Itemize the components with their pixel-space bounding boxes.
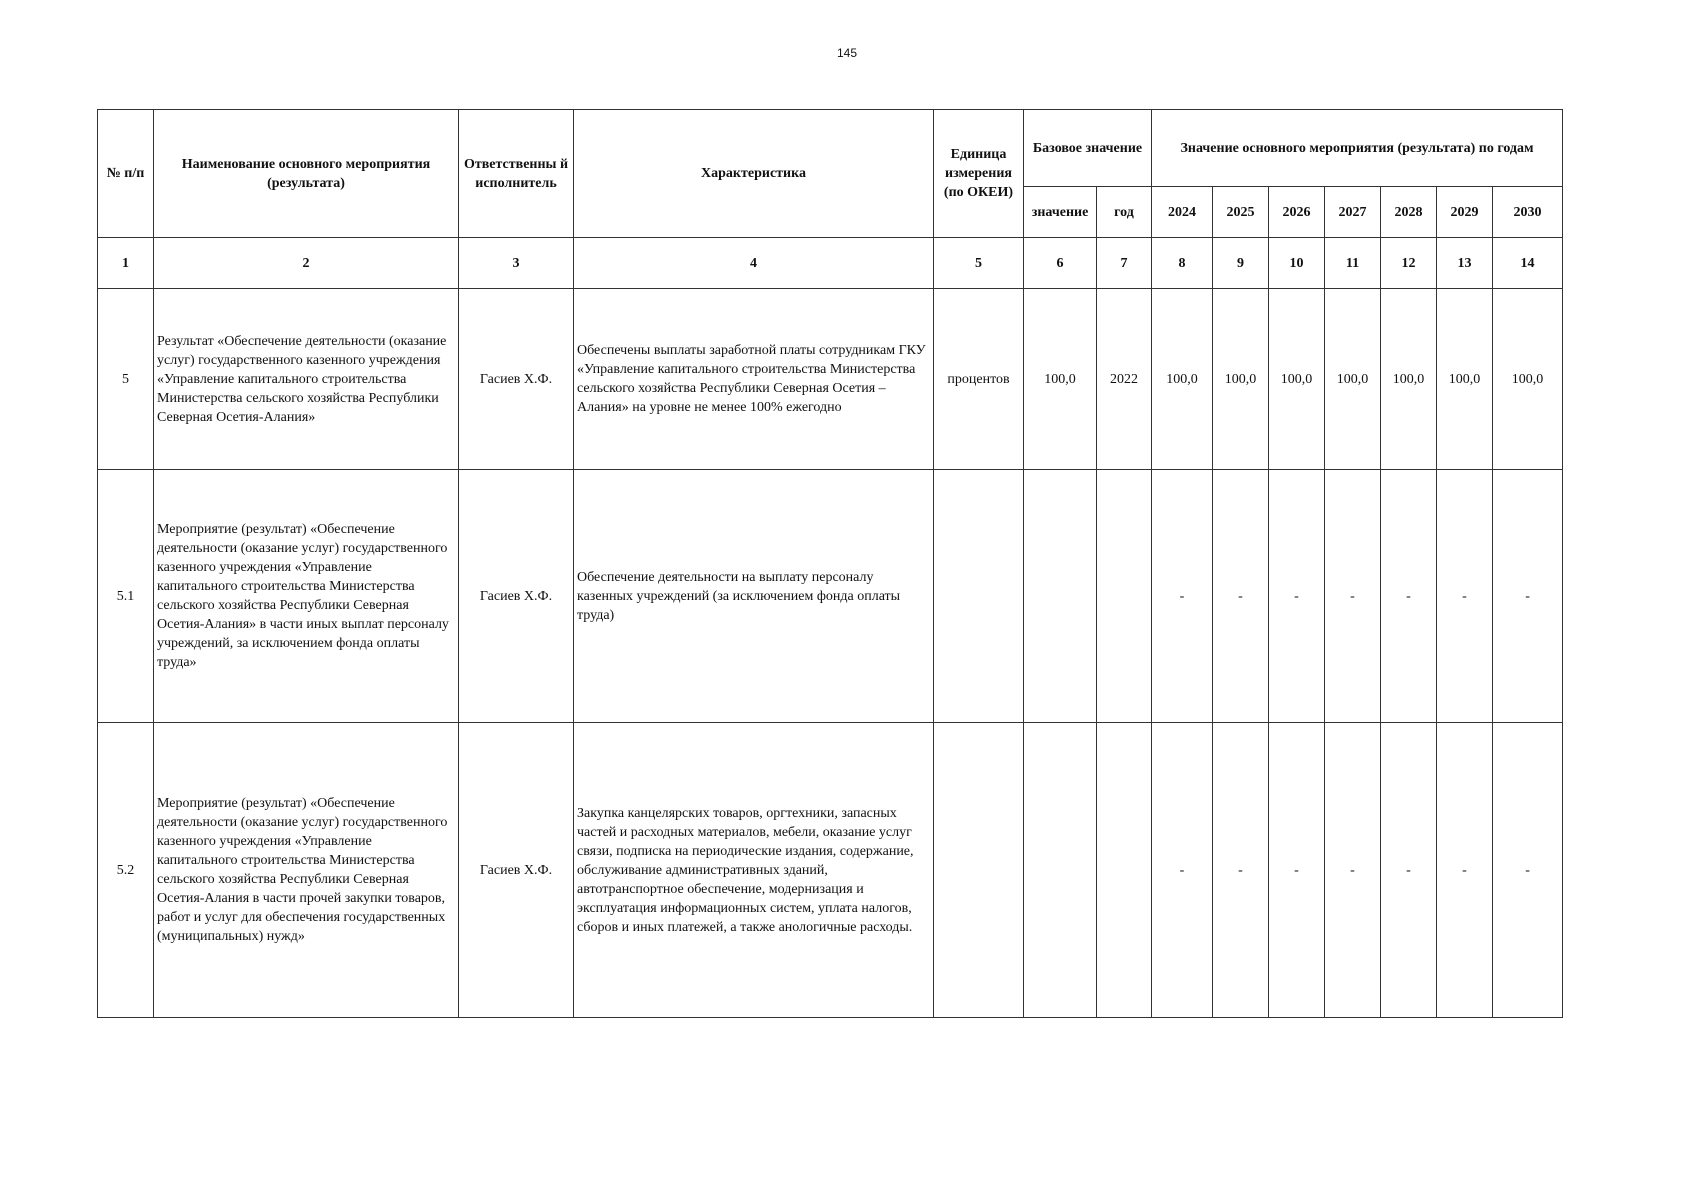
column-number: 3 xyxy=(459,238,574,289)
header-year-2029: 2029 xyxy=(1437,187,1493,238)
column-number: 11 xyxy=(1325,238,1381,289)
row-characteristic: Обеспечение деятельности на выплату персоналу казенных учреждений (за исключением фонда оплаты труда) xyxy=(574,470,934,723)
row-base-value xyxy=(1024,723,1097,1018)
header-name: Наименование основного мероприятия (результата) xyxy=(154,110,459,238)
column-number: 13 xyxy=(1437,238,1493,289)
row-name: Результат «Обеспечение деятельности (оказание услуг) государственного казенного учреждения «Управление капитального строительства Министерства сельского хозяйства Республики Северная Осетия-Алания» xyxy=(154,289,459,470)
row-value-2027: - xyxy=(1325,470,1381,723)
column-number-row xyxy=(98,238,1563,289)
row-value-2026: 100,0 xyxy=(1269,289,1325,470)
row-value-2025: 100,0 xyxy=(1213,289,1269,470)
column-number: 5 xyxy=(934,238,1024,289)
column-number: 10 xyxy=(1269,238,1325,289)
header-years-value: Значение основного мероприятия (результата) по годам xyxy=(1152,110,1563,187)
row-responsible: Гасиев Х.Ф. xyxy=(459,470,574,723)
row-name: Мероприятие (результат) «Обеспечение деятельности (оказание услуг) государственного казенного учреждения «Управление капитального строительства Министерства сельского хозяйства Республики Северная Осетия-Алания» в части иных выплат персоналу учреждений, за исключением фонда оплаты труда» xyxy=(154,470,459,723)
header-value: значение xyxy=(1024,187,1097,238)
row-num: 5.2 xyxy=(98,723,154,1018)
header-year-2027: 2027 xyxy=(1325,187,1381,238)
column-number: 2 xyxy=(154,238,459,289)
row-base-value xyxy=(1024,470,1097,723)
row-characteristic: Обеспечены выплаты заработной платы сотрудникам ГКУ «Управление капитального строительства Министерства сельского хозяйства Республики Северная Осетия – Алания» на уровне не менее 100% ежегодно xyxy=(574,289,934,470)
column-number: 6 xyxy=(1024,238,1097,289)
row-num: 5 xyxy=(98,289,154,470)
row-num: 5.1 xyxy=(98,470,154,723)
row-responsible: Гасиев Х.Ф. xyxy=(459,289,574,470)
column-number: 12 xyxy=(1381,238,1437,289)
table-row xyxy=(98,470,1563,723)
row-value-2025: - xyxy=(1213,470,1269,723)
row-value-2027: - xyxy=(1325,723,1381,1018)
row-value-2026: - xyxy=(1269,723,1325,1018)
row-value-2028: 100,0 xyxy=(1381,289,1437,470)
row-base-year: 2022 xyxy=(1097,289,1152,470)
row-value-2029: - xyxy=(1437,470,1493,723)
header-year-2025: 2025 xyxy=(1213,187,1269,238)
row-base-value: 100,0 xyxy=(1024,289,1097,470)
row-value-2030: 100,0 xyxy=(1493,289,1563,470)
row-unit xyxy=(934,723,1024,1018)
header-row xyxy=(98,110,1563,187)
row-value-2024: - xyxy=(1152,470,1213,723)
row-unit: процентов xyxy=(934,289,1024,470)
row-value-2029: - xyxy=(1437,723,1493,1018)
row-base-year xyxy=(1097,470,1152,723)
column-number: 7 xyxy=(1097,238,1152,289)
header-unit: Единица измерения (по ОКЕИ) xyxy=(934,110,1024,238)
header-responsible: Ответственны й исполнитель xyxy=(459,110,574,238)
row-value-2030: - xyxy=(1493,470,1563,723)
row-value-2028: - xyxy=(1381,723,1437,1018)
row-value-2027: 100,0 xyxy=(1325,289,1381,470)
row-value-2025: - xyxy=(1213,723,1269,1018)
row-characteristic: Закупка канцелярских товаров, оргтехники, запасных частей и расходных материалов, мебели, оказание услуг связи, подписка на периодические издания, содержание, обслуживание административных зданий, автотранспортное обеспечение, модернизация и эксплуатация информационных систем, уплата налогов, сборов и иных платежей, а также анологичные расходы. xyxy=(574,723,934,1018)
row-value-2029: 100,0 xyxy=(1437,289,1493,470)
header-characteristic: Характеристика xyxy=(574,110,934,238)
header-year: год xyxy=(1097,187,1152,238)
column-number: 4 xyxy=(574,238,934,289)
header-year-2028: 2028 xyxy=(1381,187,1437,238)
results-table xyxy=(97,109,1563,1018)
table-row xyxy=(98,289,1563,470)
page-number: 145 xyxy=(836,46,858,60)
column-number: 8 xyxy=(1152,238,1213,289)
header-num: № п/п xyxy=(98,110,154,238)
header-year-2026: 2026 xyxy=(1269,187,1325,238)
row-value-2024: - xyxy=(1152,723,1213,1018)
header-year-2030: 2030 xyxy=(1493,187,1563,238)
column-number: 1 xyxy=(98,238,154,289)
row-responsible: Гасиев Х.Ф. xyxy=(459,723,574,1018)
row-base-year xyxy=(1097,723,1152,1018)
column-number: 14 xyxy=(1493,238,1563,289)
table-row xyxy=(98,723,1563,1018)
row-name: Мероприятие (результат) «Обеспечение деятельности (оказание услуг) государственного казенного учреждения «Управление капитального строительства Министерства сельского хозяйства Республики Северная Осетия-Алания в части прочей закупки товаров, работ и услуг для обеспечения государственных (муниципальных) нужд» xyxy=(154,723,459,1018)
row-value-2028: - xyxy=(1381,470,1437,723)
row-value-2024: 100,0 xyxy=(1152,289,1213,470)
row-value-2026: - xyxy=(1269,470,1325,723)
row-unit xyxy=(934,470,1024,723)
header-year-2024: 2024 xyxy=(1152,187,1213,238)
column-number: 9 xyxy=(1213,238,1269,289)
row-value-2030: - xyxy=(1493,723,1563,1018)
header-base-value: Базовое значение xyxy=(1024,110,1152,187)
